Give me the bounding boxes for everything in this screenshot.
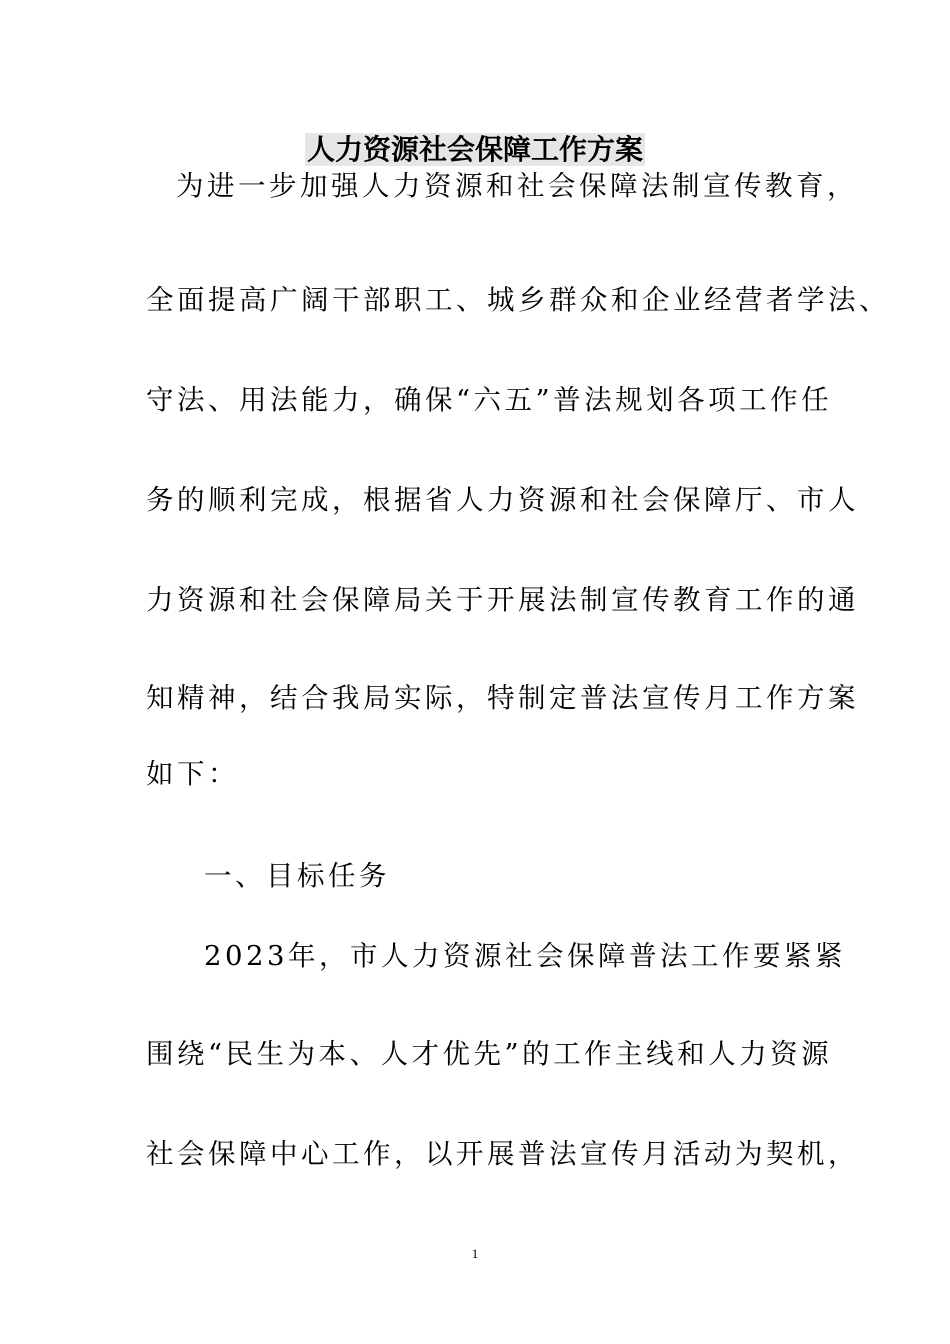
body-line: 力资源和社会保障局关于开展法制宣传教育工作的通 [146, 584, 859, 616]
body-line: 围绕“民生为本、人才优先”的工作主线和人力资源 [146, 1038, 833, 1070]
body-line: 守法、用法能力，确保“六五”普法规划各项工作任 [146, 384, 833, 416]
document-title [0, 130, 950, 170]
body-line: 社会保障中心工作，以开展普法宣传月活动为契机， [146, 1138, 859, 1170]
body-line: 为进一步加强人力资源和社会保障法制宣传教育， [176, 170, 858, 202]
section-heading: 一、目标任务 [204, 860, 390, 892]
page-number: 1 [471, 1246, 479, 1261]
body-line: 务的顺利完成，根据省人力资源和社会保障厅、市人 [146, 484, 859, 516]
body-line: 如下： [146, 758, 239, 790]
body-line: 2023年，市人力资源社会保障普法工作要紧紧 [204, 940, 846, 972]
body-line: 知精神，结合我局实际，特制定普法宣传月工作方案 [146, 682, 859, 714]
body-line: 全面提高广阔干部职工、城乡群众和企业经营者学法、 [146, 284, 890, 316]
document-title-text: 人力资源社会保障工作方案 [306, 133, 643, 166]
